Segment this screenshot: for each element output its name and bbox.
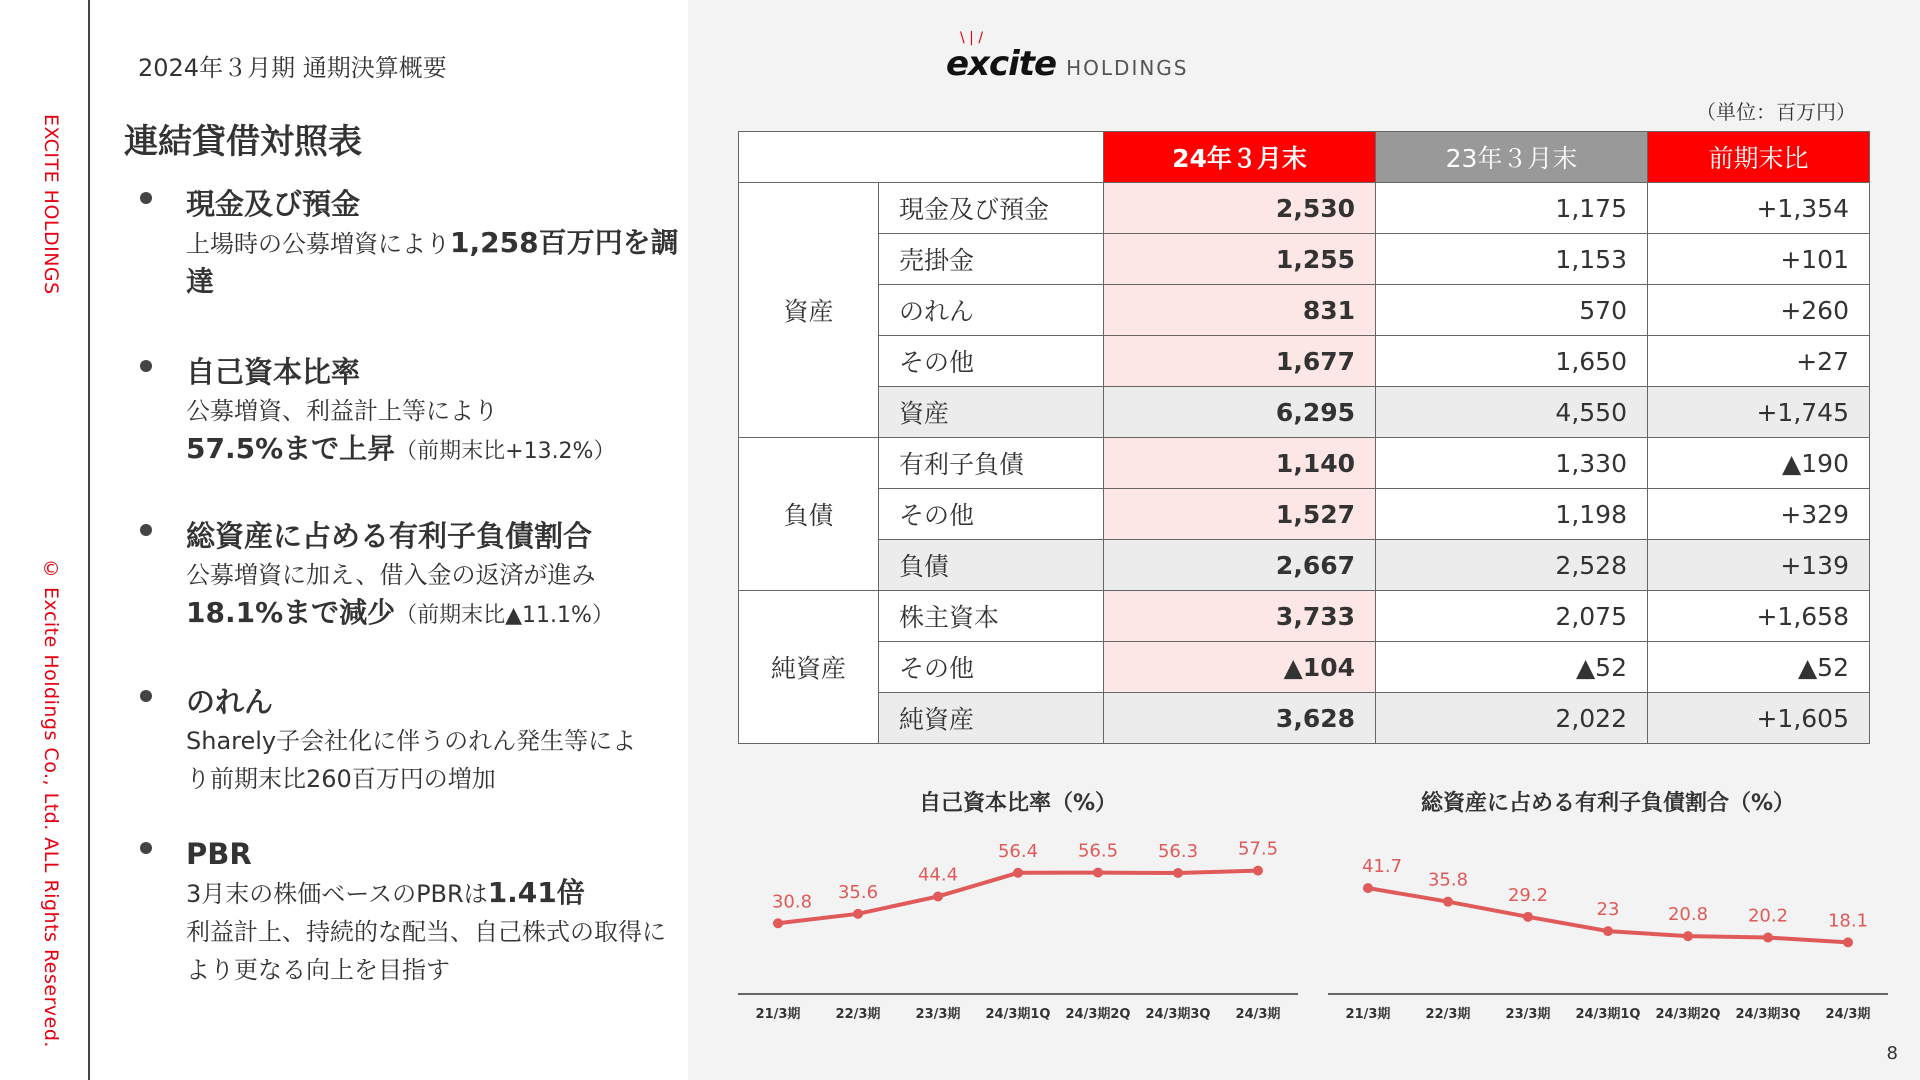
data-label: 35.8 [1427,869,1469,891]
item-cell: 有利子負債 [879,438,1104,489]
bullet-goodwill [140,682,680,798]
data-point [773,918,783,928]
data-point [1603,926,1613,936]
diff-cell: +139 [1648,540,1870,591]
diff-cell: +1,658 [1648,591,1870,642]
bullet-body: 公募増資、利益計上等により 57.5%まで上昇（前期末比+13.2%） [186,397,616,465]
data-label: 18.1 [1827,910,1869,932]
previous-cell: 2,528 [1376,540,1648,591]
chart-title: 総資産に占める有利子負債割合（%） [1420,791,1796,816]
previous-cell: 2,022 [1376,693,1648,744]
data-point [1173,868,1183,878]
table-row [739,438,1870,489]
current-cell: ▲104 [1104,642,1376,693]
table-row [739,234,1870,285]
logo-sub: HOLDINGS [1066,56,1189,80]
x-tick-label: 21/3期 [1345,1007,1391,1022]
company-logo [946,30,1189,84]
item-cell: 売掛金 [879,234,1104,285]
header-current: 24年３月末 [1104,132,1376,183]
brand-vertical-label: EXCITE HOLDINGS [40,114,62,295]
data-label: 30.8 [771,891,813,913]
bullet-debt-ratio [140,516,680,635]
bullet-equity-ratio [140,352,680,471]
diff-cell: +1,745 [1648,387,1870,438]
previous-cell: 1,650 [1376,336,1648,387]
current-cell: 1,677 [1104,336,1376,387]
previous-cell: 4,550 [1376,387,1648,438]
data-label: 41.7 [1361,856,1403,878]
data-point [1843,937,1853,947]
current-cell: 2,530 [1104,183,1376,234]
current-cell: 3,628 [1104,693,1376,744]
data-label: 44.4 [917,864,959,886]
equity-ratio-chart [738,786,1298,1046]
previous-cell: 1,175 [1376,183,1648,234]
item-cell: 株主資本 [879,591,1104,642]
data-label: 35.6 [837,881,879,903]
x-tick-label: 24/3期3Q [1735,1007,1801,1022]
table-row [739,285,1870,336]
unit-label: （単位：百万円） [1696,100,1856,124]
header-previous: 23年３月末 [1376,132,1648,183]
data-point [1253,866,1263,876]
page-number: 8 [1886,1043,1898,1064]
item-cell: 純資産 [879,693,1104,744]
bullet-dot-icon [140,690,152,702]
section-title: 連結貸借対照表 [124,122,362,162]
data-label: 20.8 [1667,904,1709,926]
table-row [739,591,1870,642]
header-blank [739,132,1104,183]
table-row [739,540,1870,591]
x-tick-label: 24/3期3Q [1145,1007,1211,1022]
previous-cell: 2,075 [1376,591,1648,642]
x-tick-label: 21/3期 [755,1007,801,1022]
item-cell: 現金及び預金 [879,183,1104,234]
table-row [739,489,1870,540]
chart-title: 自己資本比率（%） [918,791,1118,816]
x-tick-label: 24/3期 [1235,1007,1281,1022]
data-point [1763,933,1773,943]
bullet-dot-icon [140,842,152,854]
bullet-cash [140,184,680,302]
bullet-pbr [140,834,680,989]
data-label: 23 [1596,899,1620,921]
bullet-title: のれん [186,685,274,719]
bullet-dot-icon [140,360,152,372]
item-cell: 資産 [879,387,1104,438]
x-tick-label: 24/3期2Q [1065,1007,1131,1022]
x-tick-label: 24/3期2Q [1655,1007,1721,1022]
logo-burst-icon: \ | / [960,30,984,46]
current-cell: 3,733 [1104,591,1376,642]
group-label: 純資産 [739,591,879,744]
data-point [1093,868,1103,878]
previous-cell: 1,153 [1376,234,1648,285]
current-cell: 831 [1104,285,1376,336]
data-label: 56.3 [1157,841,1199,863]
previous-cell: ▲52 [1376,642,1648,693]
diff-cell: +329 [1648,489,1870,540]
current-cell: 2,667 [1104,540,1376,591]
table-row [739,642,1870,693]
diff-cell: +1,605 [1648,693,1870,744]
bullet-body: 3月末の株価ベースのPBRは1.41倍 利益計上、持続的な配当、自己株式の取得により更なる向上を目指す [186,876,666,984]
debt-ratio-plot [1328,826,1888,1056]
item-cell: 負債 [879,540,1104,591]
left-panel [90,0,688,1080]
current-cell: 1,140 [1104,438,1376,489]
group-label: 負債 [739,438,879,591]
bullet-dot-icon [140,524,152,536]
table-row [739,387,1870,438]
x-tick-label: 24/3期1Q [1575,1007,1641,1022]
data-point [933,891,943,901]
item-cell: その他 [879,642,1104,693]
bullet-body: 公募増資に加え、借入金の返済が進み 18.1%まで減少（前期末比▲11.1%） [186,561,614,629]
item-cell: その他 [879,336,1104,387]
bullet-dot-icon [140,192,152,204]
current-cell: 1,255 [1104,234,1376,285]
previous-cell: 570 [1376,285,1648,336]
current-cell: 1,527 [1104,489,1376,540]
bullet-body: 上場時の公募増資により1,258百万円を調達 [186,226,679,298]
bullet-body: Sharely子会社化に伴うのれん発生等により前期末比260百万円の増加 [186,727,637,793]
x-tick-label: 22/3期 [1425,1007,1471,1022]
data-point [1363,883,1373,893]
bullet-title: PBR [186,837,252,871]
diff-cell: ▲52 [1648,642,1870,693]
equity-ratio-plot [738,826,1298,1056]
data-point [1683,931,1693,941]
table-row [739,693,1870,744]
data-label: 20.2 [1747,905,1789,927]
previous-cell: 1,330 [1376,438,1648,489]
data-label: 56.4 [997,840,1039,862]
table-row [739,336,1870,387]
x-tick-label: 24/3期1Q [985,1007,1051,1022]
item-cell: その他 [879,489,1104,540]
data-label: 57.5 [1237,838,1279,860]
diff-cell: +260 [1648,285,1870,336]
logo-main: excite [946,44,1057,84]
balance-sheet-table [738,131,1870,744]
data-point [1443,897,1453,907]
data-label: 29.2 [1507,884,1549,906]
previous-cell: 1,198 [1376,489,1648,540]
x-tick-label: 23/3期 [1505,1007,1551,1022]
diff-cell: +27 [1648,336,1870,387]
bullet-title: 自己資本比率 [186,355,361,389]
current-cell: 6,295 [1104,387,1376,438]
table-header-row [739,132,1870,183]
x-tick-label: 23/3期 [915,1007,961,1022]
table-row [739,183,1870,234]
data-point [1523,912,1533,922]
diff-cell: +101 [1648,234,1870,285]
item-cell: のれん [879,285,1104,336]
diff-cell: +1,354 [1648,183,1870,234]
diff-cell: ▲190 [1648,438,1870,489]
bullet-title: 総資産に占める有利子負債割合 [186,519,593,553]
bullet-title: 現金及び預金 [186,187,361,221]
page-header: 2024年３月期 通期決算概要 [138,54,447,82]
x-tick-label: 24/3期 [1825,1007,1871,1022]
data-point [1013,868,1023,878]
header-diff: 前期末比 [1648,132,1870,183]
copyright-vertical-label: © Excite Holdings Co., Ltd. ALL Rights Reserved. [40,558,62,1048]
data-point [853,909,863,919]
data-label: 56.5 [1077,840,1119,862]
debt-ratio-chart [1328,786,1888,1046]
x-tick-label: 22/3期 [835,1007,881,1022]
group-label: 資産 [739,183,879,438]
